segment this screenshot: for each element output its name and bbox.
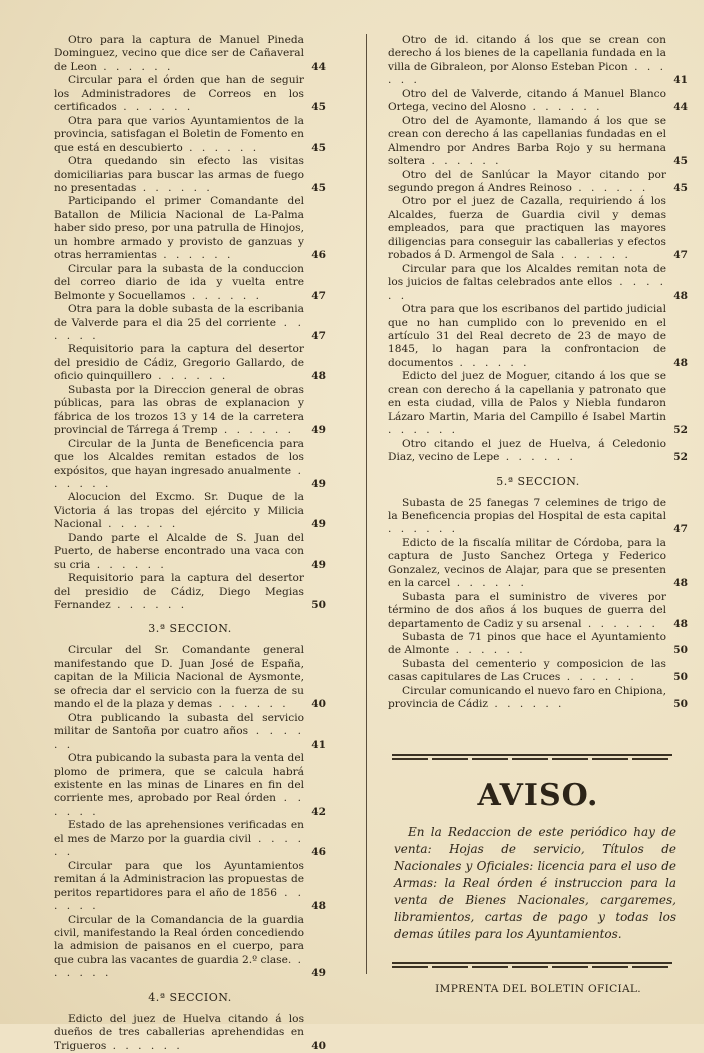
entry-text: Otra para que los escribanos del partido judicial que no han cumplido con lo prevenido en el artículo 31 del Real decreto de 23 de mayo de 1845, lo hagan para la confrontacion de documentos <box>388 303 666 369</box>
index-entry <box>54 74 326 114</box>
index-entry <box>54 491 326 531</box>
entry-page-number: 48 <box>673 617 688 630</box>
entry-text: Edicto de la fiscalía militar de Córdoba, para la captura de Justo Sanchez Ortega y Federico Gonzalez, vecinos de Alajar, para que se presenten en la carcel <box>388 536 666 590</box>
index-entry <box>54 752 326 819</box>
index-entry <box>54 343 326 383</box>
leader-dots: . . . . . . <box>106 1039 183 1052</box>
index-entry <box>388 88 688 115</box>
leader-dots: . . . . . . <box>425 155 502 168</box>
leader-dots: . . . . . . <box>571 181 649 194</box>
index-entry <box>388 303 688 370</box>
entry-text: Otro para la captura de Manuel Pineda Dominguez, vecino que dice ser de Cañaveral de Leon <box>54 34 304 73</box>
entry-page-number: 52 <box>673 424 688 437</box>
leader-dots: . . . . . . <box>54 464 304 490</box>
entry-page-number: 50 <box>673 698 688 711</box>
right-entries-group-2 <box>388 497 688 712</box>
entry-page-number: 45 <box>673 155 688 168</box>
leader-dots: . . . . . . <box>54 725 304 751</box>
entry-page-number: 44 <box>673 101 688 114</box>
entry-text: Otra publicando la subasta del servicio militar de Santoña por cuatro años <box>54 711 304 738</box>
aviso-top-rule <box>392 752 672 762</box>
index-entry <box>388 685 688 712</box>
index-entry <box>54 438 326 492</box>
entry-text: Circular para la subasta de la conduccion del correo diario de ida y vuelta entre Belmonte y Socuellamos <box>54 262 304 302</box>
index-entry <box>54 532 326 572</box>
leader-dots: . . . . . . <box>388 424 459 437</box>
index-entry <box>54 115 326 155</box>
index-entry <box>388 537 688 591</box>
leader-dots: . . . . . . <box>54 316 304 342</box>
leader-dots: . . . . . . <box>388 60 666 87</box>
index-entry <box>388 497 688 537</box>
entry-page-number: 47 <box>311 329 326 342</box>
entry-page-number: 44 <box>311 60 326 73</box>
entry-text: Subasta de 71 pinos que hace el Ayuntamiento de Almonte <box>388 631 666 657</box>
leader-dots: . . . . . . <box>54 953 304 980</box>
entry-text: Otra quedando sin efecto las visitas domiciliarias para buscar las armas de fuego no presentadas <box>54 155 304 194</box>
right-column <box>388 34 688 712</box>
leader-dots: . . . . . . <box>54 832 304 859</box>
entry-text: Alocucion del Excmo. Sr. Duque de la Victoria á las tropas del ejército y Milicia Nacional <box>54 491 304 531</box>
index-entry <box>54 712 326 752</box>
leader-dots: . . . . . . <box>90 558 167 571</box>
leader-dots: . . . . . . <box>110 599 188 612</box>
entry-page-number: 50 <box>673 644 688 657</box>
index-entry <box>54 195 326 262</box>
index-entry <box>388 34 688 88</box>
column-divider <box>366 34 367 974</box>
leader-dots: . . . . . . <box>156 249 234 262</box>
entry-page-number: 49 <box>311 967 326 980</box>
entry-text: Otra pubicando la subasta para la venta del plomo de primera, que se calcula habrá existente en las minas de Linares en fin del corriente mes, aprobado por Real órden <box>54 752 304 805</box>
entry-text: Dando parte el Alcalde de S. Juan del Puerto, de haberse encontrado una vaca con su cria <box>54 531 304 571</box>
entry-page-number: 48 <box>673 289 688 302</box>
leader-dots: . . . . . . <box>182 141 260 154</box>
index-entry <box>54 155 326 195</box>
left-entries-group-3 <box>54 1013 326 1053</box>
section-heading-4: 4.ª SECCION. <box>148 990 232 1004</box>
entry-page-number: 47 <box>311 289 326 302</box>
entry-text: Circular comunicando el nuevo faro en Chipiona, provincia de Cádiz <box>388 684 666 711</box>
leader-dots: . . . . . . <box>151 370 229 383</box>
entry-page-number: 45 <box>311 181 326 194</box>
entry-text: Requisitorio para la captura del desertor del presidio de Cádiz, Gregorio Gallardo, de oficio quinquillero <box>54 343 304 383</box>
index-entry <box>388 370 688 437</box>
leader-dots: . . . . . . <box>453 356 530 369</box>
index-entry <box>388 591 688 631</box>
entry-page-number: 45 <box>673 181 688 194</box>
leader-dots: . . . . . . <box>212 698 289 711</box>
index-entry <box>54 34 326 74</box>
entry-page-number: 46 <box>311 846 326 859</box>
entry-text: Requisitorio para la captura del desertor del presidio de Cádiz, Diego Megias Fernandez <box>54 572 304 612</box>
index-entry <box>388 263 688 303</box>
entry-page-number: 49 <box>311 424 326 437</box>
index-entry <box>54 572 326 612</box>
left-column <box>54 34 326 1053</box>
entry-page-number: 50 <box>673 671 688 684</box>
entry-page-number: 48 <box>311 900 326 913</box>
index-entry <box>54 263 326 303</box>
leader-dots: . . . . . . <box>488 698 565 711</box>
entry-text: Participando el primer Comandante del Batallon de Milicia Nacional de La-Palma haber sido preso, por una patrulla de Hinojos, un hombre armado y provisto de ganzuas y otras herramientas <box>54 195 304 262</box>
left-entries-group-2 <box>54 644 326 980</box>
entry-text: Subasta para el suministro de viveres por término de dos años á los buques de guerra del departamento de Cadiz y su arsenal <box>388 590 666 630</box>
entry-page-number: 45 <box>311 101 326 114</box>
leader-dots: . . . . . . <box>388 276 666 302</box>
aviso-title: AVISO. <box>477 778 599 813</box>
entry-text: Subasta del cementerio y composicion de las casas capitulares de Las Cruces <box>388 657 666 684</box>
entry-page-number: 52 <box>673 451 688 464</box>
index-entry <box>388 115 688 169</box>
left-entries-group-1 <box>54 34 326 612</box>
index-entry <box>388 631 688 658</box>
entry-text: Otro de id. citando á los que se crean con derecho á los bienes de la capellania fundada en la villa de Gibraleon, por Alonso Esteban Picon <box>388 34 666 73</box>
entry-page-number: 48 <box>673 577 688 590</box>
leader-dots: . . . . . . <box>116 101 194 114</box>
entry-page-number: 40 <box>311 1039 326 1052</box>
entry-page-number: 50 <box>311 599 326 612</box>
leader-dots: . . . . . . <box>499 451 576 464</box>
index-entry <box>54 819 326 859</box>
entry-page-number: 48 <box>311 370 326 383</box>
leader-dots: . . . . . . <box>217 424 294 437</box>
index-entry <box>388 658 688 685</box>
section-heading-5: 5.ª SECCION. <box>496 474 580 488</box>
entry-text: Otra para la doble subasta de la escribania de Valverde para el dia 25 del corriente <box>54 303 304 329</box>
entry-text: Otro del de Valverde, citando á Manuel Blanco Ortega, vecino del Alosno <box>388 87 666 114</box>
entry-text: Subasta por la Direccion general de obras públicas, para las obras de explanacion y fábrica de los trozos 13 y 14 de la carretera provincial de Tárrega á Tremp <box>54 383 304 437</box>
leader-dots: . . . . . . <box>388 523 459 536</box>
index-entry <box>388 438 688 465</box>
entry-page-number: 41 <box>311 738 326 751</box>
entry-text: Estado de las aprehensiones verificadas en el mes de Marzo por la guardia civil <box>54 819 304 845</box>
entry-text: Otra para que varios Ayuntamientos de la provincia, satisfagan el Boletin de Fomento en que está en descubierto <box>54 114 304 154</box>
entry-text: Circular del Sr. Comandante general manifestando que D. Juan José de España, capitan de la Milicia Nacional de Aysmonte, se ofrecia dar el servicio con la fuerza de su mando el de la plaza y demas <box>54 644 304 711</box>
entry-text: Edicto del juez de Moguer, citando á los que se crean con derecho á la capellania y patronato que en esta ciudad, villa de Palos y Niebla fundaron Lázaro Martin, Maria del Campillo é Isabel Martin <box>388 370 666 423</box>
entry-text: Otro del de Ayamonte, llamando á los que se crean con derecho á las capellanias fundadas en el Almendro por Andres Barba Rojo y su hermana soltera <box>388 114 666 168</box>
leader-dots: . . . . . . <box>96 60 174 73</box>
entry-page-number: 41 <box>673 74 688 87</box>
entry-text: Circular para el órden que han de seguir los Administradores de Correos en los certificados <box>54 74 304 114</box>
index-entry <box>54 644 326 711</box>
aviso-bottom-rule <box>392 960 672 970</box>
index-entry <box>54 384 326 438</box>
leader-dots: . . . . . . <box>449 644 526 657</box>
entry-page-number: 49 <box>311 558 326 571</box>
leader-dots: . . . . . . <box>560 671 637 684</box>
entry-text: Otro por el juez de Cazalla, requiriendo á los Alcaldes, fuerza de Guardia civil y demas empleados, para que practiquen las mayores diligencias para conseguir las caballerias y efectos robados á D. Armengol de Sala <box>388 195 666 262</box>
entry-page-number: 46 <box>311 249 326 262</box>
index-entry <box>54 860 326 914</box>
index-entry <box>54 914 326 981</box>
leader-dots: . . . . . . <box>54 886 304 913</box>
entry-page-number: 45 <box>311 141 326 154</box>
leader-dots: . . . . . . <box>185 289 262 302</box>
section-heading-3: 3.ª SECCION. <box>148 622 232 636</box>
leader-dots: . . . . . . <box>554 249 631 262</box>
entry-text: Circular para que los Ayuntamientos remitan á la Administracion las propuestas de peritos repartidores para el año de 1856 <box>54 859 304 899</box>
entry-text: Circular de la Comandancia de la guardia civil, manifestando la Real órden concediendo la admision de paisanos en el cuerpo, para que cubra las vacantes de guardia 2.º clase. <box>54 913 304 966</box>
entry-text: Otro citando el juez de Huelva, á Celedonio Diaz, vecino de Lepe <box>388 437 666 464</box>
leader-dots: . . . . . . <box>526 101 603 114</box>
entry-page-number: 48 <box>673 356 688 369</box>
entry-page-number: 40 <box>311 698 326 711</box>
entry-page-number: 49 <box>311 477 326 490</box>
leader-dots: . . . . . . <box>450 577 527 590</box>
entry-text: Subasta de 25 fanegas 7 celemines de trigo de la Beneficencia propias del Hospital de esta capital <box>388 496 666 522</box>
index-entry <box>388 195 688 262</box>
entry-text: Otro del de Sanlúcar la Mayor citando por segundo pregon á Andres Reinoso <box>388 168 666 194</box>
entry-text: Edicto del juez de Huelva citando á los dueños de tres caballerias aprehendidas en Trigueros <box>54 1012 304 1052</box>
printer-imprint: IMPRENTA DEL BOLETIN OFICIAL. <box>435 983 641 995</box>
entry-page-number: 47 <box>673 249 688 262</box>
entry-page-number: 42 <box>311 805 326 818</box>
leader-dots: . . . . . . <box>101 518 179 531</box>
leader-dots: . . . . . . <box>54 792 304 818</box>
index-entry <box>388 169 688 196</box>
right-entries-group-1 <box>388 34 688 465</box>
leader-dots: . . . . . . <box>581 617 658 630</box>
index-entry <box>54 303 326 343</box>
aviso-body: En la Redaccion de este periódico hay de venta: Hojas de servicio, Títulos de Nacionales y Oficiales: licencia para el uso de Armas: la Real órden é instruccion para la venta de Bienes Nacionales, cargaremes, libramientos, cartas de pago y todas los demas útiles para los Ayuntamientos. <box>394 825 676 941</box>
leader-dots: . . . . . . <box>136 181 213 194</box>
entry-text: Circular de la Junta de Beneficencia para que los Alcaldes remitan estados de los expósitos, que hayan ingresado anualmente <box>54 437 304 477</box>
entry-page-number: 49 <box>311 518 326 531</box>
entry-text: Circular para que los Alcaldes remitan nota de los juicios de faltas celebrados ante ellos <box>388 262 666 289</box>
entry-page-number: 47 <box>673 523 688 536</box>
index-entry <box>54 1013 326 1053</box>
